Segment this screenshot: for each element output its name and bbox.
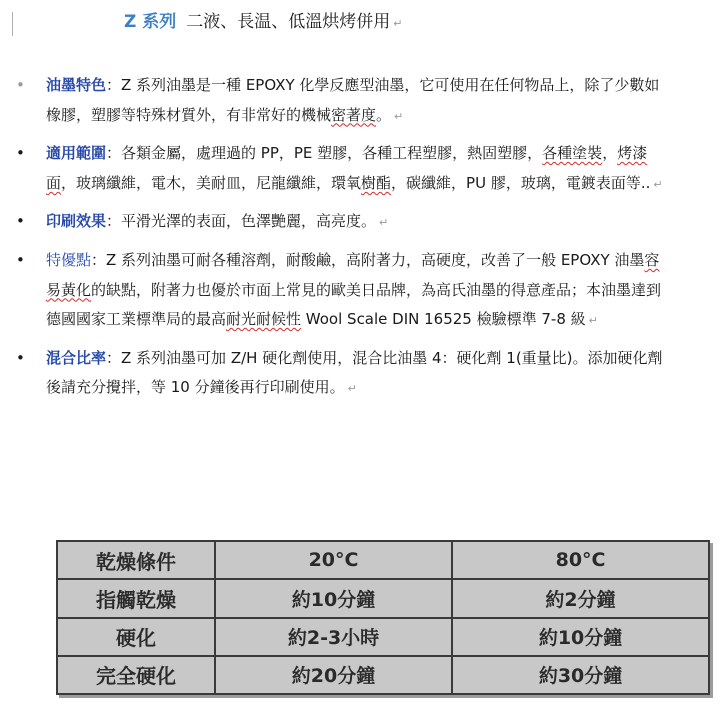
bullet-icon: •: [16, 250, 25, 269]
section-advantages: [0, 246, 728, 336]
section-text: 的缺點，附著力也優於市面上常見的歐美日品牌，為高氏油墨的得意產品；本油墨達到德國國家工業標準局的最高: [46, 280, 662, 329]
section-text: ，玻璃纖維，電木，美耐皿，尼龍纖維，環氧: [61, 173, 362, 192]
spellcheck-marked-text: 烤漆面: [46, 144, 648, 192]
section-body: [106, 212, 376, 230]
paragraph-mark-icon: ↵: [379, 216, 389, 230]
section-body: [46, 76, 659, 124]
spellcheck-marked-text: 密著度: [331, 105, 377, 124]
table-cell: 指觸乾燥: [57, 579, 215, 617]
table-cell: 約20分鐘: [215, 656, 452, 694]
table-cell: 20°C: [215, 541, 452, 579]
table-row: [57, 618, 709, 656]
table-cell: 約30分鐘: [452, 656, 709, 694]
feature-list: [0, 71, 728, 412]
paragraph-mark-icon: ↵: [653, 177, 663, 191]
section-body: [46, 251, 661, 328]
section-text: ：Z 系列油墨可耐各種溶劑，耐酸鹼，高附著力，高硬度，改善了一般 EPOXY 油墨: [91, 250, 645, 269]
paragraph-mark-icon: ↵: [393, 17, 403, 30]
paragraph-mark-icon: ↵: [347, 382, 357, 396]
spellcheck-marked-text: 各種塗裝: [542, 144, 603, 163]
section-body: [46, 144, 650, 192]
table-header-row: [57, 541, 709, 579]
bullet-icon: •: [16, 144, 25, 163]
bullet-icon: •: [16, 76, 25, 94]
bullet-icon: •: [16, 348, 25, 367]
table-row: [57, 656, 709, 694]
table-cell: 約2分鐘: [452, 579, 709, 617]
series-name: Z 系列: [124, 12, 177, 32]
paragraph-mark-icon: ↵: [588, 314, 598, 328]
table-row: [57, 579, 709, 617]
section-label: 混合比率: [46, 348, 107, 367]
heading-subtitle: 二液、長温、低溫烘烤併用: [186, 12, 391, 32]
section-text: ，: [602, 144, 618, 163]
section-label: 特優點: [46, 250, 92, 269]
table-cell: 硬化: [57, 618, 215, 656]
spellcheck-marked-text: 樹酯: [361, 173, 392, 192]
section-label: 油墨特色: [46, 76, 107, 94]
bullet-icon: •: [16, 212, 25, 231]
section-text: ：Z 系列油墨是一種 EPOXY 化學反應型油墨，它可使用在任何物品上，除了少數如橡膠，塑膠等特殊材質外，有非常好的機械: [46, 76, 660, 124]
section-text: 。: [376, 105, 392, 124]
section-mixing-ratio: [0, 344, 728, 404]
table-cell: 約10分鐘: [215, 579, 452, 617]
text-cursor: [12, 12, 13, 36]
spellcheck-marked-text: 耐光耐候性: [226, 310, 302, 329]
table-cell: 約2-3小時: [215, 618, 452, 656]
section-text: ：平滑光澤的表面，色澤艷麗，高亮度。: [106, 212, 377, 231]
table-cell: 完全硬化: [57, 656, 215, 694]
section-print-effect: [0, 207, 728, 238]
section-label: 印刷效果: [46, 212, 107, 231]
document-heading: [124, 10, 402, 36]
section-text: ：各類金屬，處理過的 PP，PE 塑膠，各種工程塑膠，熱固塑膠，: [106, 144, 543, 163]
table-cell: 80°C: [452, 541, 709, 579]
table-cell: 約10分鐘: [452, 618, 709, 656]
drying-conditions-table: [56, 540, 710, 695]
section-label: 適用範圍: [46, 144, 107, 163]
section-text: ，碳纖維，PU 膠，玻璃，電鍍表面等..: [391, 173, 651, 192]
section-applicable-range: [0, 139, 728, 199]
spellcheck-marked-text: 容易黃化: [46, 250, 660, 299]
section-text: ：Z 系列油墨可加 Z/H 硬化劑使用，混合比油墨 4：硬化劑 1(重量比)。添加硬化劑後請充分攪拌，等 10 分鐘後再行印刷使用。: [46, 348, 663, 397]
section-text: Wool Scale DIN 16525 檢驗標準 7-8 級: [301, 310, 586, 329]
section-ink-features: [0, 71, 728, 131]
table-cell: 乾燥條件: [57, 541, 215, 579]
paragraph-mark-icon: ↵: [394, 109, 404, 123]
